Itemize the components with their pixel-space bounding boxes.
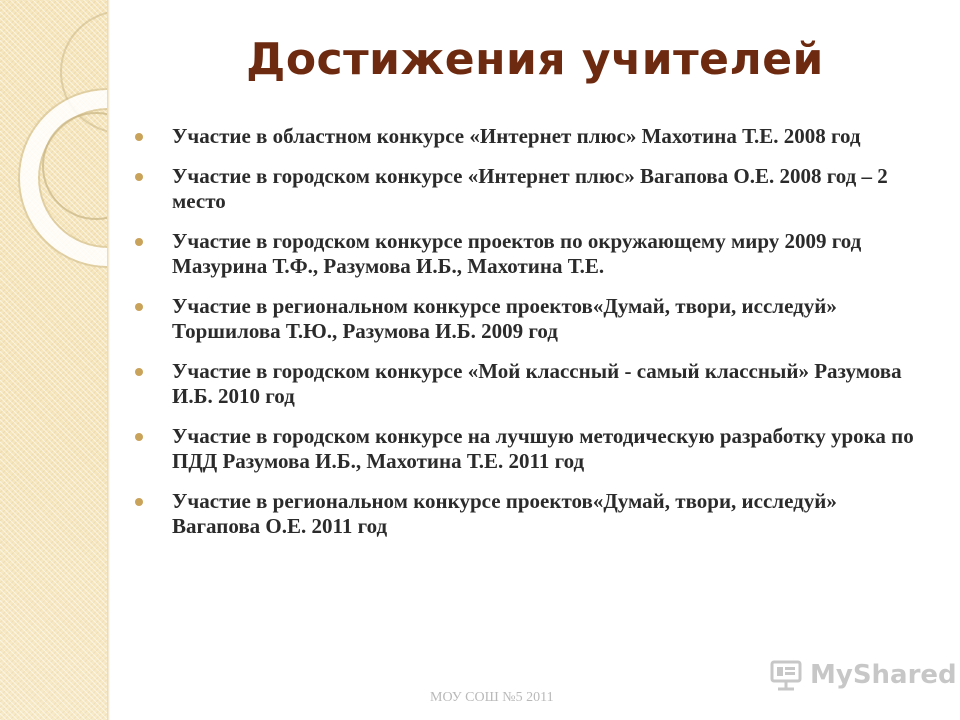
- list-item-text: Участие в региональном конкурсе проектов«Думай, твори, исследуй» Торшилова Т.Ю., Разумова И.Б. 2009 год: [172, 294, 837, 343]
- list-item-text: Участие в городском конкурсе «Мой классный - самый классный» Разумова И.Б. 2010 год: [172, 359, 902, 408]
- list-item: [135, 164, 915, 214]
- list-item-text: Участие в городском конкурсе на лучшую методическую разработку урока по ПДД Разумова И.Б., Махотина Т.Е. 2011 год: [172, 424, 914, 473]
- slide-title: Достижения учителей: [246, 34, 824, 85]
- list-item: [135, 124, 915, 149]
- list-item: [135, 229, 915, 279]
- list-item-text: Участие в областном конкурсе «Интернет плюс» Махотина Т.Е. 2008 год: [172, 124, 861, 148]
- list-item: [135, 359, 915, 409]
- bullet-icon: [135, 303, 143, 311]
- sidebar-edge: [107, 0, 110, 720]
- bullet-icon: [135, 173, 143, 181]
- achievements-list: [135, 124, 915, 554]
- list-item-text: Участие в городском конкурсе проектов по окружающему миру 2009 год Мазурина Т.Ф., Разумова И.Б., Махотина Т.Е.: [172, 229, 862, 278]
- bullet-icon: [135, 433, 143, 441]
- list-item: [135, 294, 915, 344]
- sidebar-fade: [0, 0, 107, 720]
- decorative-sidebar: [0, 0, 107, 720]
- bullet-icon: [135, 368, 143, 376]
- list-item: [135, 424, 915, 474]
- watermark-logo: [768, 657, 957, 693]
- list-item: [135, 489, 915, 539]
- bullet-icon: [135, 498, 143, 506]
- bullet-icon: [135, 133, 143, 141]
- list-item-text: Участие в городском конкурсе «Интернет плюс» Вагапова О.Е. 2008 год – 2 место: [172, 164, 888, 213]
- presentation-icon: [768, 659, 804, 691]
- watermark-text: MyShared: [810, 660, 957, 690]
- slide-footer: МОУ СОШ №5 2011: [430, 690, 554, 705]
- bullet-icon: [135, 238, 143, 246]
- list-item-text: Участие в региональном конкурсе проектов«Думай, твори, исследуй» Вагапова О.Е. 2011 год: [172, 489, 837, 538]
